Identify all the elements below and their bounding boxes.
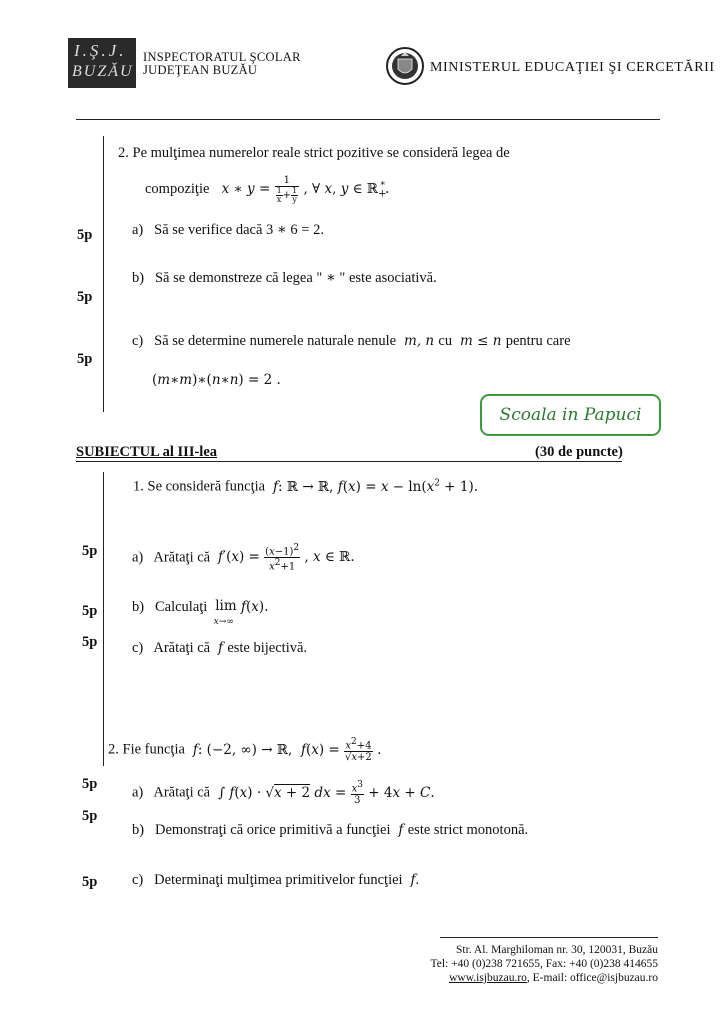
item-3-1a: a) Arătaţi că f′(x) = $\frac{(x-1)2}{x2+1}$ , x ∈ ℝ. xyxy=(132,543,355,573)
composition-formula: x ∗ y = 1 $\frac{1}{x}$ + $\frac{1}{y}$ , ∀ x, y ∈ ℝ$_+$*. xyxy=(221,175,390,204)
section-title: SUBIECTUL al III-lea xyxy=(76,444,218,460)
item-3-1c: c) Arătaţi că f este bijectivă. xyxy=(132,640,308,656)
item-2c: c) Să se determine numerele naturale nenule m, n cu m ≤ n pentru care xyxy=(132,333,571,349)
item-3-2a: a) Arătaţi că ∫ f(x) · √x + 2 dx = $\frac{x3}{3}$ + 4x + C. xyxy=(132,780,435,807)
points-2c: 5p xyxy=(77,351,93,367)
item-2a xyxy=(132,222,324,239)
item-2c-equation: (m∗m)∗(n∗n) = 2 . xyxy=(152,372,281,388)
item-2a-text: Să se verifice dacă 3 ∗ 6 = 2. xyxy=(154,222,324,238)
problem-3-2-statement: 2. Fie funcţia f: (−2, ∞) → ℝ, f(x) = $\frac{x2+4}{√x+2}$ . xyxy=(108,737,382,764)
item-2b-label: b) xyxy=(132,270,145,286)
institution-name xyxy=(143,51,301,77)
left-border-line xyxy=(103,136,104,412)
footer-contact xyxy=(449,972,658,984)
points-3-2b: 5p xyxy=(82,808,98,824)
problem-3-1-statement: 1. Se consideră funcţia f: ℝ → ℝ, $f(x) = x - \ln(x^2 + 1)$. xyxy=(133,478,479,495)
section-points: (30 de puncte) xyxy=(535,444,623,460)
footer-phone: Tel: +40 (0)238 721655, Fax: +40 (0)238 414655 xyxy=(430,958,658,970)
footer-divider xyxy=(440,937,658,938)
points-2a: 5p xyxy=(77,227,93,243)
item-2c-text: Să se determine numerele naturale nenule xyxy=(154,333,397,349)
item-3-1b: b) Calculaţi lim x→∞ f(x). xyxy=(132,598,269,627)
problem-2-statement: 2. Pe mulţimea numerelor reale strict pozitive se consideră legea de xyxy=(118,145,510,161)
item-2b xyxy=(132,270,437,287)
logo-text-bottom: BUZĂU xyxy=(72,63,134,80)
email-text: , E-mail: office@isjbuzau.ro xyxy=(526,972,658,984)
item-2b-text: Să se demonstreze că legea " ∗ " este asociativă. xyxy=(154,270,437,286)
item-3-2c: c) Determinaţi mulţimea primitivelor funcţiei f. xyxy=(132,872,420,888)
points-3-2c: 5p xyxy=(82,874,98,890)
institution-line-1: INSPECTORATUL ŞCOLAR xyxy=(143,50,301,64)
footer-address: Str. Al. Marghiloman nr. 30, 120031, Buzău xyxy=(456,944,658,956)
left-border-line-3 xyxy=(103,706,104,766)
ministry-name: MINISTERUL EDUCAŢIEI ŞI CERCETĂRII xyxy=(430,60,715,75)
points-3-1a: 5p xyxy=(82,543,98,559)
points-3-1c: 5p xyxy=(82,634,98,650)
item-2c-label: c) xyxy=(132,333,144,349)
isj-logo xyxy=(68,38,136,88)
left-border-line-2 xyxy=(103,472,104,727)
logo-text-top: I.Ş.J. xyxy=(74,41,127,60)
points-2b: 5p xyxy=(77,289,93,305)
composition-label: compoziţie xyxy=(145,181,210,197)
website-link[interactable]: www.isjbuzau.ro xyxy=(449,972,527,984)
section-divider xyxy=(76,461,622,462)
points-3-1b: 5p xyxy=(82,603,98,619)
school-stamp: Scoala in Papuci xyxy=(480,394,661,436)
header-divider xyxy=(76,119,660,120)
institution-line-2: JUDEŢEAN BUZĂU xyxy=(143,63,258,77)
ministry-seal-icon xyxy=(386,45,424,87)
item-2a-label: a) xyxy=(132,222,144,238)
points-3-2a: 5p xyxy=(82,776,98,792)
item-3-2b: b) Demonstraţi că orice primitivă a funcţiei f este strict monotonă. xyxy=(132,822,529,838)
composition-law xyxy=(145,175,389,204)
